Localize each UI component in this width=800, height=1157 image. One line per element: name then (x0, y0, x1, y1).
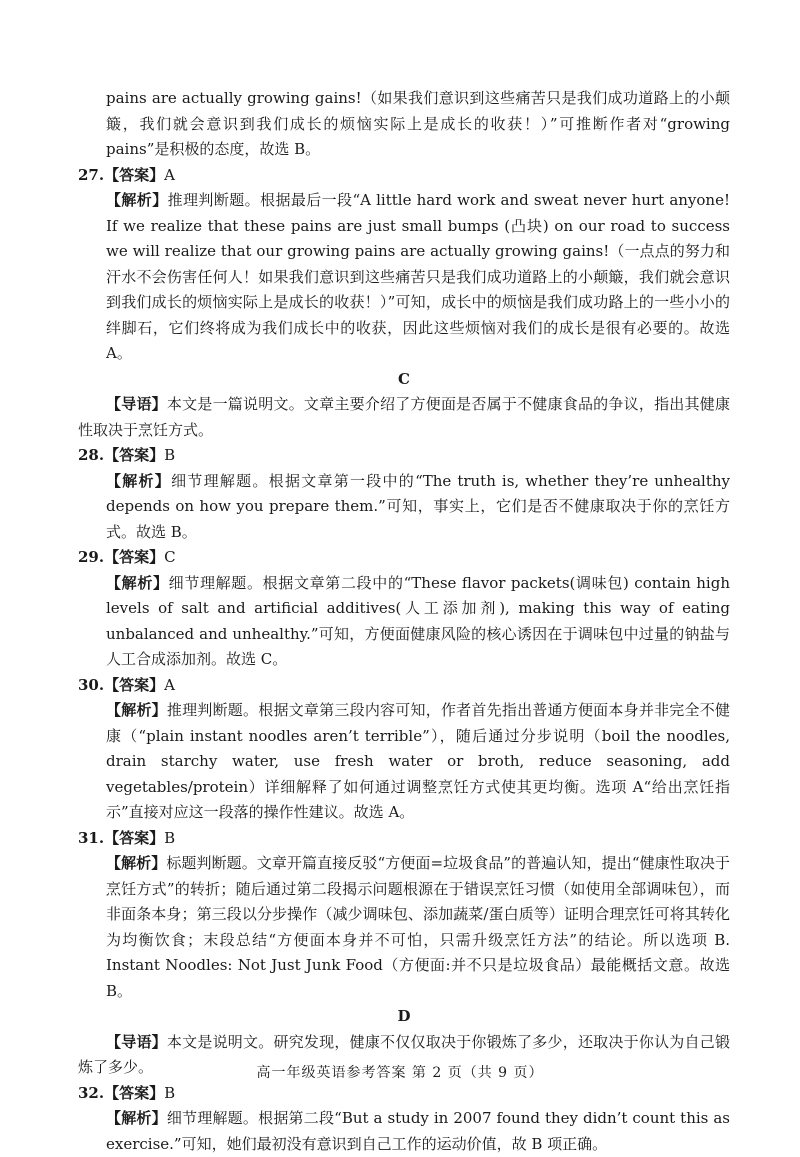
section-d-heading: D (397, 1007, 411, 1025)
answer-key-body (78, 86, 730, 1157)
page-footer: 高一年级英语参考答案 第 2 页（共 9 页） (256, 1065, 544, 1081)
section-c-heading: C (398, 369, 410, 388)
q27-analysis: 【解析】推理判断题。根据最后一段“A little hard work and sweat never hurt anyone! If we realize that these pains are just small bumps (凸块) on our road to success we will realize that our growing pains are actually growing gains!（一点点的努力和汗水不会伤害任何人！如果我们意识到这些痛苦只是我们成功道路上的小颠簸，我们就会意识到我们成长的烦恼实际上是成长的收获！）”可知，成长中的烦恼是我们成功路上的一些小小的绊脚石，它们终将成为我们成长中的收获，因此这些烦恼对我们的成长是很有必要的。故选 A。 (106, 191, 730, 362)
q27-answer: 27.【答案】A (78, 165, 175, 184)
q32-answer: 32.【答案】B (78, 1083, 176, 1102)
q30-analysis: 【解析】推理判断题。根据文章第三段内容可知，作者首先指出普通方便面本身并非完全不健康（“plain instant noodles aren’t terrible”），随后通过分步说明（boil the noodles, drain starchy water, use fresh water or broth, reduce seasoning, add vegetables/protein）详细解释了如何通过调整烹饪方式使其更均衡。选项 A“给出烹饪指示”直接对应这一段落的操作性建议。故选 A。 (106, 701, 730, 821)
q28-analysis: 【解析】细节理解题。根据文章第一段中的“The truth is, whether they’re unhealthy depends on how you prepare them.”可知，事实上，它们是否不健康取决于你的烹饪方式。故选 B。 (106, 471, 730, 541)
q31-answer: 31.【答案】B (78, 828, 176, 847)
q28-answer: 28.【答案】B (78, 446, 176, 464)
section-d-guide: 【导语】本文是说明文。研究发现，健康不仅仅取决于你锻炼了多少，还取决于你认为自己锻炼了多少。 (78, 1032, 730, 1076)
q31-analysis: 【解析】标题判断题。文章开篇直接反驳“方便面=垃圾食品”的普遍认知，提出“健康性取决于烹饪方式”的转折；随后通过第二段揭示问题根源在于错误烹饪习惯（如使用全部调味包），而非面条本身；第三段以分步操作（减少调味包、添加蔬菜/蛋白质等）证明合理烹饪可将其转化为均衡饮食；末段总结“方便面本身并不可怕，只需升级烹饪方法”的结论。所以选项 B. Instant Noodles: Not Just Junk Food（方便面:并不只是垃圾食品）最能概括文意。故选 B。 (106, 854, 730, 1000)
q29-answer: 29.【答案】C (78, 548, 176, 566)
q30-answer: 30.【答案】A (78, 675, 175, 694)
q26-analysis-continuation: pains are actually growing gains!（如果我们意识到这些痛苦只是我们成功道路上的小颠簸，我们就会意识到我们成长的烦恼实际上是成长的收获！）”可推断作者对“growing pains”是积极的态度，故选 B。 (106, 89, 730, 158)
q32-analysis: 【解析】细节理解题。根据第二段“But a study in 2007 found they didn’t count this as exercise.”可知，她们最初没有意识到自己工作的运动价值，故 B 项正确。 (106, 1109, 730, 1153)
section-c-guide: 【导语】本文是一篇说明文。文章主要介绍了方便面是否属于不健康食品的争议，指出其健康性取决于烹饪方式。 (78, 395, 730, 439)
q29-analysis: 【解析】细节理解题。根据文章第二段中的“These flavor packets(调味包) contain high levels of salt and artificial additives(人工添加剂), making this way of eating unbalanced and unhealthy.”可知，方便面健康风险的核心诱因在于调味包中过量的钠盐与人工合成添加剂。故选 C。 (106, 573, 730, 668)
